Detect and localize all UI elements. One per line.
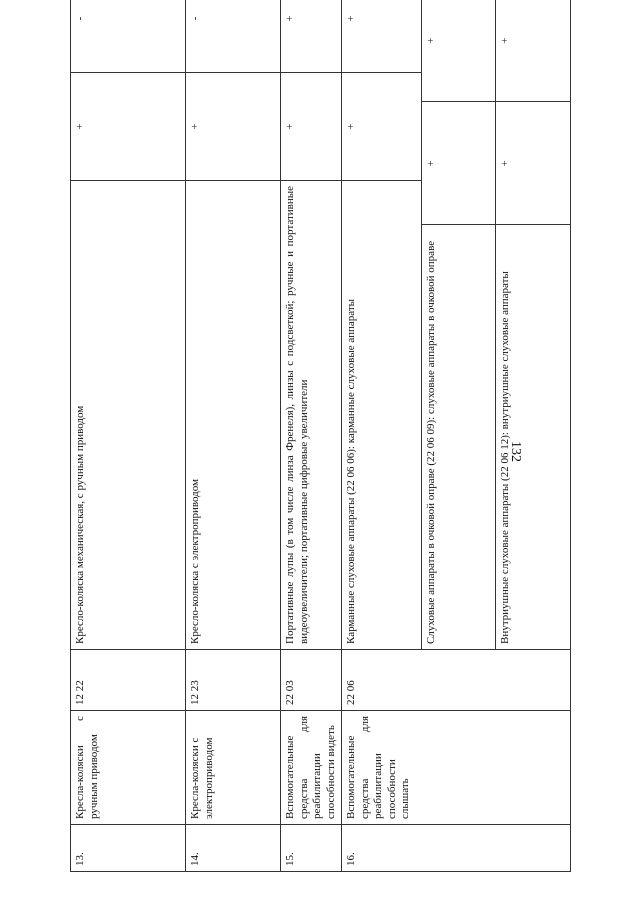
- row-mark-minus: +: [496, 0, 570, 102]
- row-name: Вспомогательные средства для реабилитации способности слышать: [342, 711, 571, 825]
- row-name: Вспомогательные средства для реабилитации способности видеть: [281, 711, 342, 825]
- table-row: [281, 0, 342, 872]
- row-mark-minus: +: [281, 0, 342, 73]
- row-mark-plus: +: [281, 73, 342, 181]
- row-mark-plus: +: [422, 102, 495, 225]
- subrow-group: [496, 0, 571, 650]
- table-row: [71, 0, 186, 872]
- subrow-table: [496, 0, 570, 649]
- table-row: [186, 0, 281, 872]
- row-description: Кресло-коляска механическая, с ручным приводом: [71, 181, 186, 650]
- row-mark-minus: +: [342, 0, 422, 73]
- row-code: 22 06: [342, 650, 571, 711]
- row-mark-plus: +: [71, 73, 186, 181]
- row-mark-plus: +: [342, 73, 422, 181]
- page-number: 132: [508, 441, 523, 462]
- subrow-group: [422, 0, 496, 650]
- row-number: 15.: [281, 825, 342, 872]
- row-description: Слуховые аппараты в очковой оправе (22 06 09): слуховые аппараты в очковой оправе: [425, 240, 437, 644]
- row-mark-minus: -: [186, 0, 281, 73]
- row-code: 22 03: [281, 650, 342, 711]
- row-number: 14.: [186, 825, 281, 872]
- row-number: 13.: [71, 825, 186, 872]
- row-code: 12 23: [186, 650, 281, 711]
- row-description: Карманные слуховые аппараты (22 06 06): карманные слуховые аппараты: [342, 181, 422, 650]
- subrow-table: [422, 0, 495, 649]
- rotated-table-container: [70, 15, 565, 872]
- row-mark-minus: +: [422, 0, 495, 102]
- row-mark-plus: +: [186, 73, 281, 181]
- row-code: 12 22: [71, 650, 186, 711]
- table-row: [342, 0, 422, 872]
- row-description: Портативные лупы (в том числе линза Френеля), линзы с подсветкой; ручные и портативные видеоувеличители; портативные цифровые увеличители: [281, 181, 342, 650]
- row-name: Кресла-коляски с электроприводом: [186, 711, 281, 825]
- row-description: Внутриушные слуховые аппараты (22 06 12): внутриушные слуховые аппараты: [499, 271, 511, 644]
- row-mark-plus: +: [496, 102, 570, 225]
- row-mark-minus: -: [71, 0, 186, 73]
- row-description: Кресло-коляска с электроприводом: [186, 181, 281, 650]
- row-number: 16.: [342, 825, 571, 872]
- row-name: Кресла-коляски с ручным приводом: [71, 711, 186, 825]
- equipment-table: [70, 0, 571, 872]
